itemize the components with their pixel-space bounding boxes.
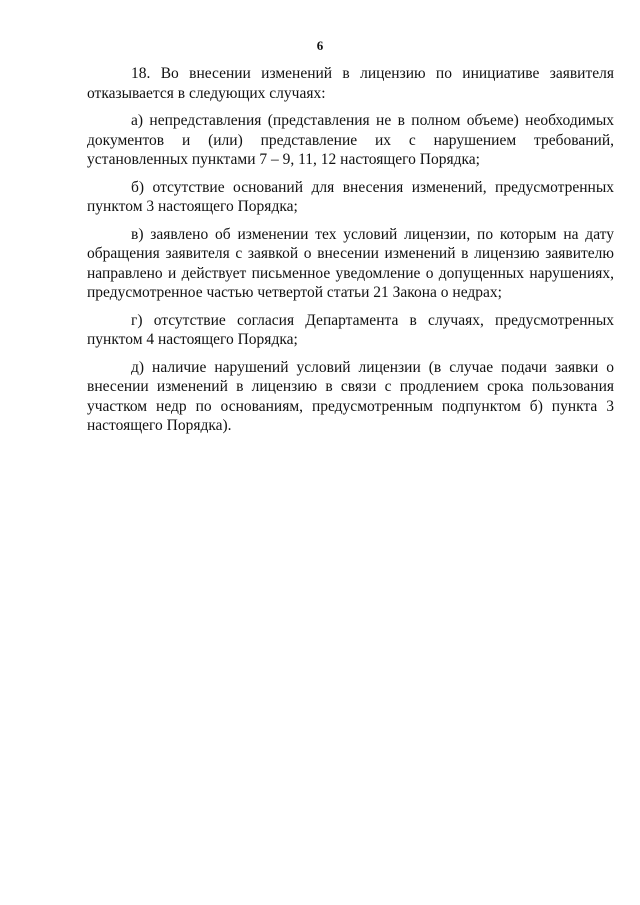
paragraph-subitem-a: а) непредставления (представления не в полном объеме) необходимых документов и (или) представление их с нарушением требований, установленных пунктами 7 – 9, 11, 12 настоящего Порядка;: [87, 112, 614, 168]
paragraph-subitem-g: г) отсутствие согласия Департамента в случаях, предусмотренных пунктом 4 настоящего Порядка;: [87, 311, 614, 348]
paragraph-subitem-d: д) наличие нарушений условий лицензии (в случае подачи заявки о внесении изменений в лицензию в связи с продлением срока пользования участком недр по основаниям, предусмотренным подпунктом б) пункта 3 настоящего Порядка).: [87, 358, 614, 434]
page-number: 6: [316, 38, 324, 53]
paragraph-subitem-b: б) отсутствие оснований для внесения изменений, предусмотренных пунктом 3 настоящего Порядка;: [87, 178, 614, 215]
document-body: [87, 64, 614, 444]
paragraph-subitem-v: в) заявлено об изменении тех условий лицензии, по которым на дату обращения заявителя с заявкой о внесении изменений в лицензию заявителю направлено и действует письменное уведомление о допущенных нарушениях, предусмотренное частью четвертой статьи 21 Закона о недрах;: [87, 225, 614, 301]
paragraph-item-18: 18. Во внесении изменений в лицензию по инициативе заявителя отказывается в следующих случаях:: [87, 65, 614, 102]
